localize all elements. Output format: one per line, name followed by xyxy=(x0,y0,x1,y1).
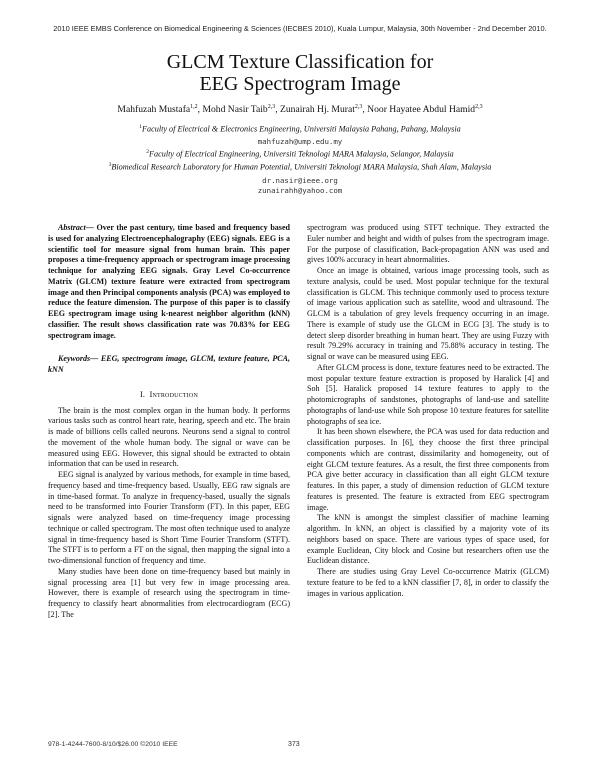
affiliation-mark: 2 xyxy=(146,149,150,155)
abstract-dash: — xyxy=(85,223,94,232)
author-separator: , xyxy=(362,104,368,116)
author-name: Mohd Nasir Taib xyxy=(202,104,268,116)
author-separator: , xyxy=(275,104,280,116)
affiliation-mark: 3 xyxy=(108,162,112,168)
page-number: 373 xyxy=(288,741,300,748)
author-name: Zunairah Hj. Murat xyxy=(280,104,355,116)
affiliation-text: Faculty of Electrical Engineering, Universiti Teknologi MARA Malaysia, Selangor, Malaysia xyxy=(149,149,454,159)
keywords-label: Keywords xyxy=(58,354,91,364)
author-separator: , xyxy=(197,104,203,116)
author-name: Noor Hayatee Abdul Hamid xyxy=(367,104,476,116)
author-list xyxy=(0,104,600,115)
author-affil-mark: 2,3 xyxy=(354,104,363,110)
body-paragraph: spectrogram was produced using STFT technique. They extracted the Euler number and height and width of pulses from the spectrogram image. For the purpose of classification, Back-propagation ANN was used and gives 100% accuracy in heart abnormalities. xyxy=(307,223,549,265)
abstract xyxy=(48,223,290,341)
abstract-label: Abstract xyxy=(58,223,86,232)
conference-header: 2010 IEEE EMBS Conference on Biomedical Engineering & Sciences (IECBES 2010), Kuala Lumpur, Malaysia, 30th November - 2nd December 2010. xyxy=(53,24,547,33)
footer-isbn: 978-1-4244-7600-8/10/$26.00 ©2010 IEEE xyxy=(48,741,178,748)
abstract-text: Over the past century, time based and frequency based is used for analyzing Electroencephalography (EEG) signals. EEG is a scientific tool for measure signal from human brain. This paper proposes a time-frequency approach or spectrogram image processing technique for analyzing EEG signals. Gray Level Co-occurrence Matrix (GLCM) texture feature were extracted from spectrogram image and then Principal components analysis (PCA) was employed to reduce the feature dimension. The purpose of this paper is to classify EEG spectrogram image using k-nearest neighbor algorithm (kNN) classifier. The result shows classification rate was 70.83% for EEG spectrogram image. xyxy=(48,223,290,340)
body-paragraph: Once an image is obtained, various image processing tools, such as texture analysis, could be used. Most popular technique for the textural classification is GLCM. This technique commonly used to process texture of image various application such as satellite, wood and ultrasound. The GLCM is a tabulation of grey levels frequency occurring in an image. There is example of study use the GLCM in ECG [3]. The study is to detect sleep disorder breathing in human heart. They are using Fuzzy with result 79.29% accuracy in training and 75.88% accuracy in testing. The signal or wave can be measured using EEG. xyxy=(307,266,549,361)
body-paragraph: After GLCM process is done, texture features need to be extracted. The most popular texture feature extraction is proposed by Haralick [4] and Soh [5]. Haralick proposed 14 texture features to apply to the photomicrographs of sandstones, photographs of land-use and satellite photographs of land-use while Soh propose 10 texture features for satellite photographs of sea ice. xyxy=(307,362,549,426)
body-paragraph: Many studies have been done on time-frequency based but mainly in signal processing area [1] but very few in image processing area. However, there is example of research using the spectrogram in time-frequency to classify heart abnormalities from electrocardiogram (ECG) [2]. The xyxy=(48,566,290,619)
author-affil-mark: 1,2 xyxy=(190,104,198,110)
title-line-1: GLCM Texture Classification for xyxy=(166,51,434,73)
right-column xyxy=(307,223,549,599)
affiliation-text: Faculty of Electrical & Electronics Engineering, Universiti Malaysia Pahang, Pahang, Malaysia xyxy=(142,124,461,134)
paper-title xyxy=(0,51,600,95)
email-3: zunairahh@yahoo.com xyxy=(257,186,343,195)
email-2: dr.nasir@ieee.org xyxy=(262,176,338,185)
section-number: I. xyxy=(139,389,146,399)
section-title: Introduction xyxy=(149,389,198,399)
left-column xyxy=(48,223,290,621)
affiliation-mark: 1 xyxy=(139,124,142,130)
keywords-text: — EEG, spectrogram image, GLCM, texture feature, PCA, kNN xyxy=(48,354,290,374)
author-affil-mark: 2,3 xyxy=(475,104,483,110)
body-paragraph: It has been shown elsewhere, the PCA was used for data reduction and classification purposes. In [6], they choose the first three principal components which are contrast, dissimilarity and homogeneity, out of eight GLCM texture features. As a result, the first three components from PCA give better accuracy in classification than all eight GLCM texture features. In this paper, a study of dimension reduction of GLCM texture features is presented. The feature is extracted from EEG spectrogram image. xyxy=(307,427,549,512)
section-heading-introduction xyxy=(48,390,290,401)
affiliation-3 xyxy=(0,162,600,172)
affiliation-1 xyxy=(0,124,600,134)
affiliation-text: Biomedical Research Laboratory for Human Potential, Universiti Teknologi MARA Malaysia, Shah Alam, Malaysia xyxy=(111,162,492,172)
keywords xyxy=(48,354,290,376)
body-paragraph: The kNN is amongst the simplest classifier of machine learning algorithm. In kNN, an object is classified by a majority vote of its neighbors based on space. There are various types of space used, for example Euclidean, City block and Cosine but researchers often use the Euclidean distance. xyxy=(307,513,549,566)
title-line-2: EEG Spectrogram Image xyxy=(199,73,401,95)
body-paragraph: The brain is the most complex organ in the human body. It performs various tasks such as control heart rate, hearing, speech and etc. The brain is made of billions cells called neurons. Neurons send a signal to control the movement of the whole human body. The signal or wave can be measured using EEG. However, this signal should be extracted to obtain information that can be used in research. xyxy=(48,405,290,469)
affiliation-2 xyxy=(0,149,600,159)
author-affil-mark: 2,3 xyxy=(267,104,276,110)
email-1: mahfuzah@ump.edu.my xyxy=(257,137,343,146)
body-paragraph: There are studies using Gray Level Co-occurrence Matrix (GLCM) texture feature to be fed to a kNN classifier [7, 8], in order to classify the images in various application. xyxy=(307,567,549,598)
body-paragraph: EEG signal is analyzed by various methods, for example in time based, frequency based and time-frequency based. Usually, EEG raw signals are in time-based format. To analyze in frequency-based, usually the signals need to be transformed into Fourier Transform (FT). In this paper, EEG signals were analyzed based on time-frequency image processing technique or called spectrogram. The most often technique used to analyze signal in time-frequency based is Short Time Fourier Transform (STFT). The STFT is to perform a FT on the signal, then mapping the signal into a two-dimensional function of frequency and time. xyxy=(48,470,290,565)
author-name: Mahfuzah Mustafa xyxy=(117,104,191,116)
